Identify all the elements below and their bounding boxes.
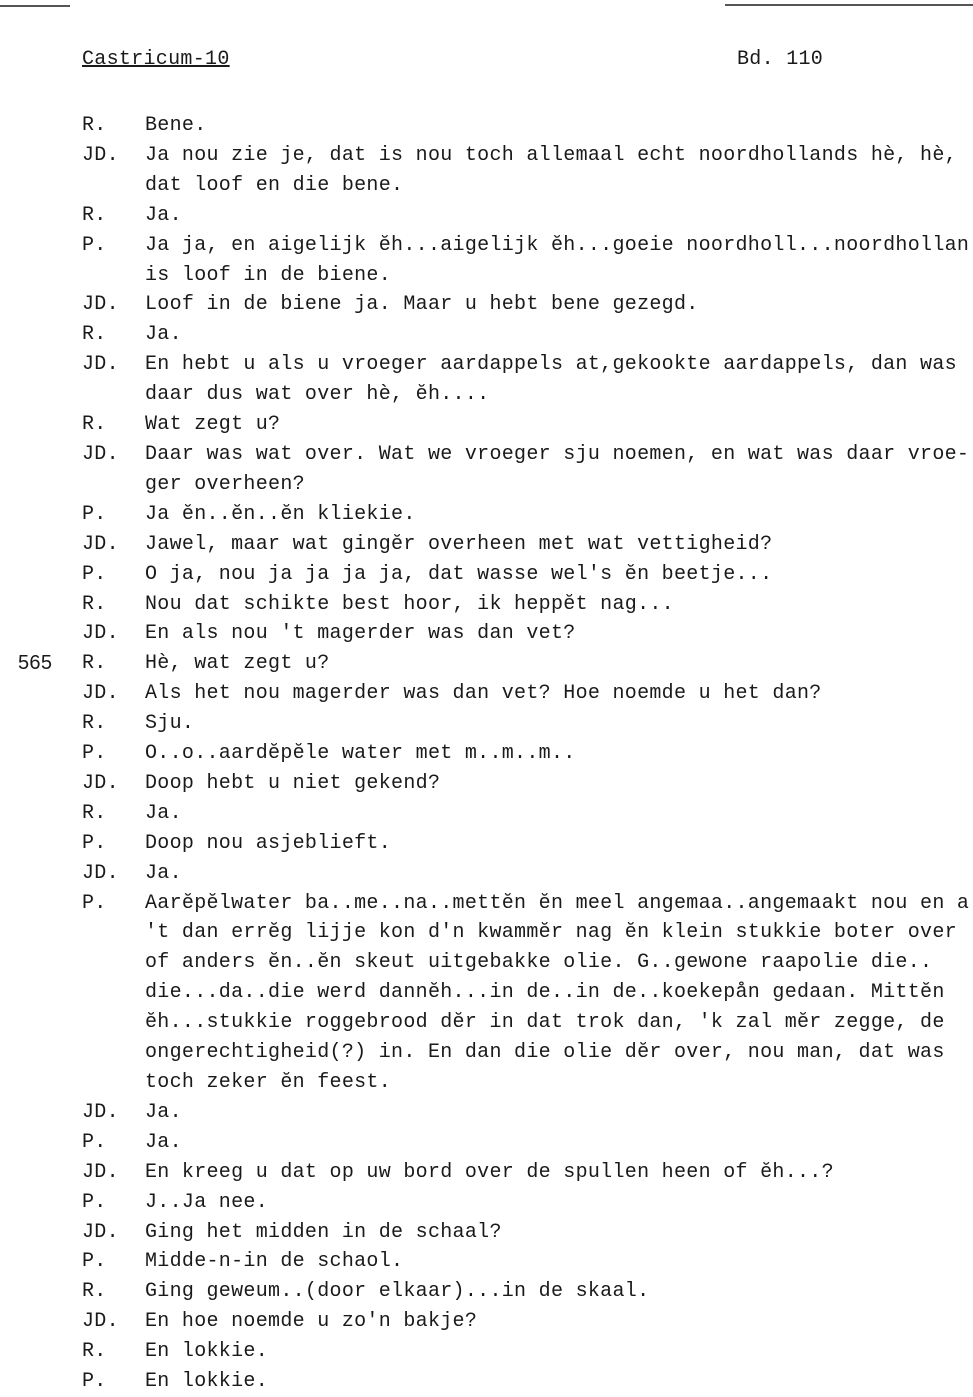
utterance: [145, 500, 973, 530]
speaker-label: P.: [82, 831, 107, 855]
utterance: [145, 859, 973, 889]
utterance-line: Ja.: [145, 1100, 182, 1124]
utterance-line: daar dus wat over hè, ĕh....: [145, 383, 490, 407]
transcript-entry: [0, 1218, 973, 1248]
transcript-entry: [0, 679, 973, 709]
utterance-line: Jawel, maar wat gingĕr overheen met wat vettigheid?: [145, 532, 773, 556]
speaker-label: P.: [82, 742, 107, 766]
utterance-line: Ja.: [145, 861, 182, 885]
utterance: [145, 530, 973, 560]
transcript-entry: [0, 709, 973, 739]
speaker-label: P.: [82, 233, 107, 257]
utterance-line: 't dan errĕg lijje kon d'n kwammĕr nag ĕn klein stukkie boter over: [145, 921, 957, 945]
document-title: Castricum-10: [82, 48, 230, 71]
transcript-entry: [0, 649, 973, 679]
utterance: [145, 709, 973, 739]
utterance: [145, 1218, 973, 1248]
transcript-entry: [0, 201, 973, 231]
utterance-line: Ging geweum..(door elkaar)...in de skaal.: [145, 1280, 650, 1304]
utterance-line: Aarĕpĕlwater ba..me..na..mettĕn ĕn meel angemaa..angemaakt nou en a: [145, 891, 970, 915]
utterance: [145, 769, 973, 799]
utterance-line: Midde-n-in de schaol.: [145, 1250, 404, 1274]
speaker-label: R.: [82, 1280, 107, 1304]
margin-line-number: 565: [18, 652, 53, 675]
speaker-label: JD.: [82, 1160, 119, 1184]
utterance-line: ger overheen?: [145, 472, 305, 496]
speaker-label: R.: [82, 801, 107, 825]
transcript-entry: [0, 500, 973, 530]
speaker-label: R.: [82, 203, 107, 227]
transcript-entry: [0, 619, 973, 649]
transcript-entry: [0, 1188, 973, 1218]
utterance-line: Ja.: [145, 203, 182, 227]
utterance-line: ongerechtigheid(?) in. En dan die olie dĕr over, nou man, dat was: [145, 1041, 945, 1065]
speaker-label: JD.: [82, 861, 119, 885]
utterance-line: is loof in de biene.: [145, 263, 392, 287]
utterance: [145, 1307, 973, 1337]
utterance-line: En hoe noemde u zo'n bakje?: [145, 1310, 478, 1334]
speaker-label: P.: [82, 1190, 107, 1214]
utterance-line: Ja ĕn..ĕn..ĕn kliekie.: [145, 502, 416, 526]
utterance-line: Als het nou magerder was dan vet? Hoe noemde u het dan?: [145, 682, 822, 706]
utterance: [145, 320, 973, 350]
speaker-label: JD.: [82, 682, 119, 706]
utterance-line: O..o..aardĕpĕle water met m..m..m..: [145, 742, 576, 766]
transcript-entry: [0, 1277, 973, 1307]
transcript-entry: [0, 889, 973, 1098]
utterance-line: J..Ja nee.: [145, 1190, 269, 1214]
transcript-entry: [0, 1337, 973, 1367]
utterance: [145, 111, 973, 141]
utterance: [145, 1247, 973, 1277]
speaker-label: JD.: [82, 442, 119, 466]
utterance-line: dat loof en die bene.: [145, 173, 404, 197]
utterance-line: Ja.: [145, 1130, 182, 1154]
utterance-line: En hebt u als u vroeger aardappels at,gekookte aardappels, dan was: [145, 353, 957, 377]
speaker-label: JD.: [82, 532, 119, 556]
transcript-entry: [0, 799, 973, 829]
transcript-entry: [0, 141, 973, 201]
utterance-line: Bene.: [145, 114, 207, 137]
utterance: [145, 1158, 973, 1188]
utterance: [145, 889, 973, 1098]
utterance-line: En als nou 't magerder was dan vet?: [145, 622, 576, 646]
page-number: Bd. 110: [737, 48, 824, 71]
utterance-line: En kreeg u dat op uw bord over de spullen heen of ĕh...?: [145, 1160, 834, 1184]
utterance-line: Daar was wat over. Wat we vroeger sju noemen, en wat was daar vroe-: [145, 442, 970, 466]
utterance-line: Ja nou zie je, dat is nou toch allemaal echt noordhollands hè, hè,: [145, 143, 957, 167]
utterance-line: Ja.: [145, 801, 182, 825]
speaker-label: R.: [82, 323, 107, 347]
transcript-entry: [0, 111, 973, 141]
utterance: [145, 440, 973, 500]
speaker-label: JD.: [82, 1310, 119, 1334]
utterance: [145, 679, 973, 709]
utterance-line: En lokkie.: [145, 1370, 269, 1394]
transcript-entry: [0, 290, 973, 320]
utterance-line: Hè, wat zegt u?: [145, 652, 330, 676]
utterance-line: of anders ĕn..ĕn skeut uitgebakke olie. G..gewone raapolie die..: [145, 951, 933, 975]
utterance-line: O ja, nou ja ja ja ja, dat wasse wel's ĕn beetje...: [145, 562, 773, 586]
utterance: [145, 619, 973, 649]
transcript-entry: [0, 769, 973, 799]
utterance-line: die...da..die werd dannĕh...in de..in de..koekepån gedaan. Mittĕn: [145, 981, 945, 1005]
utterance: [145, 1188, 973, 1218]
transcript-entry: [0, 320, 973, 350]
transcript-entry: [0, 1098, 973, 1128]
utterance: [145, 1367, 973, 1397]
transcript-entry: [0, 440, 973, 500]
utterance-line: toch zeker ĕn feest.: [145, 1071, 392, 1094]
utterance-line: Wat zegt u?: [145, 413, 281, 437]
speaker-label: JD.: [82, 771, 119, 795]
speaker-label: JD.: [82, 353, 119, 377]
speaker-label: JD.: [82, 1100, 119, 1124]
speaker-label: JD.: [82, 622, 119, 646]
transcript-entry: [0, 560, 973, 590]
utterance: [145, 1277, 973, 1307]
utterance: [145, 231, 973, 291]
utterance: [145, 290, 973, 320]
utterance: [145, 201, 973, 231]
speaker-label: P.: [82, 1250, 107, 1274]
utterance: [145, 1128, 973, 1158]
transcript-entry: [0, 1307, 973, 1337]
transcript-entry: [0, 829, 973, 859]
speaker-label: P.: [82, 1370, 107, 1394]
transcript-entry: [0, 859, 973, 889]
utterance: [145, 1337, 973, 1367]
scan-mark-top-right: [725, 4, 973, 6]
transcript-entry: [0, 530, 973, 560]
utterance-line: Ja ja, en aigelijk ĕh...aigelijk ĕh...goeie noordholl...noordhollan: [145, 233, 970, 257]
speaker-label: JD.: [82, 1220, 119, 1244]
utterance-line: ĕh...stukkie roggebrood dĕr in dat trok dan, 'k zal mĕr zegge, de: [145, 1011, 945, 1035]
utterance-line: En lokkie.: [145, 1340, 269, 1364]
utterance: [145, 1098, 973, 1128]
utterance: [145, 739, 973, 769]
utterance: [145, 649, 973, 679]
transcript-entry: [0, 350, 973, 410]
speaker-label: R.: [82, 592, 107, 616]
transcript-entry: [0, 739, 973, 769]
utterance-line: Doop hebt u niet gekend?: [145, 771, 441, 795]
transcript-entry: [0, 1247, 973, 1277]
speaker-label: P.: [82, 562, 107, 586]
utterance-line: Sju.: [145, 712, 195, 736]
speaker-label: P.: [82, 502, 107, 526]
utterance-line: Nou dat schikte best hoor, ik heppĕt nag...: [145, 592, 674, 616]
transcript: [0, 111, 973, 1397]
speaker-label: R.: [82, 413, 107, 437]
speaker-label: R.: [82, 1340, 107, 1364]
utterance: [145, 590, 973, 620]
transcript-entry: [0, 410, 973, 440]
utterance: [145, 350, 973, 410]
utterance: [145, 799, 973, 829]
speaker-label: R.: [82, 114, 107, 137]
speaker-label: JD.: [82, 293, 119, 317]
speaker-label: P.: [82, 891, 107, 915]
transcript-entry: [0, 231, 973, 291]
transcript-entry: [0, 1367, 973, 1397]
utterance-line: Doop nou asjeblieft.: [145, 831, 392, 855]
utterance-line: Ging het midden in de schaal?: [145, 1220, 502, 1244]
speaker-label: JD.: [82, 143, 119, 167]
transcript-entry: [0, 1128, 973, 1158]
utterance-line: Loof in de biene ja. Maar u hebt bene gezegd.: [145, 293, 699, 317]
speaker-label: P.: [82, 1130, 107, 1154]
transcript-entry: [0, 590, 973, 620]
utterance: [145, 410, 973, 440]
utterance: [145, 560, 973, 590]
transcript-entry: [0, 1158, 973, 1188]
utterance: [145, 829, 973, 859]
utterance-line: Ja.: [145, 323, 182, 347]
utterance: [145, 141, 973, 201]
speaker-label: R.: [82, 712, 107, 736]
speaker-label: R.: [82, 652, 107, 676]
scan-mark-top-left: [0, 5, 70, 7]
